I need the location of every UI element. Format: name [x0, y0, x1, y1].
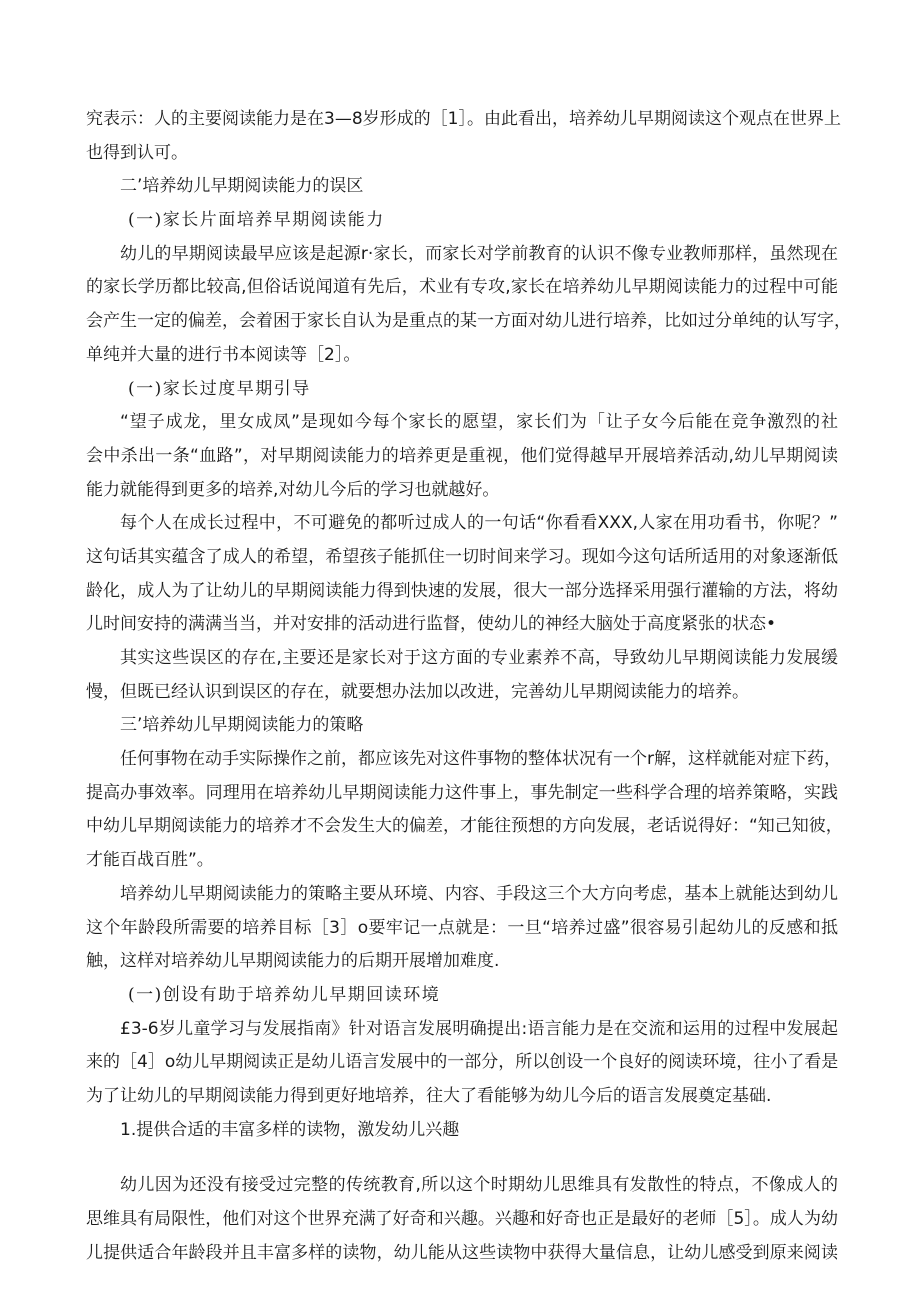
paragraph-line: 这句话其实蕴含了成人的希望，希望孩子能抓住一切时间来学习。现如今这句话所适用的对象逐渐低 — [86, 546, 838, 567]
paragraph-line: 究表示：人的主要阅读能力是在3—8岁形成的［1］。由此看出，培养幼儿早期阅读这个观点在世界上 — [86, 109, 841, 129]
paragraph-line: 也得到认可。 — [86, 142, 188, 163]
document-body — [86, 103, 851, 1270]
list-item-heading: 1.提供合适的丰富多样的读物，激发幼儿兴趣 — [120, 1119, 460, 1140]
paragraph-line: “望子成龙，里女成凤”是现如今每个家长的愿望，家长们为「让子女今后能在竞争激烈的社 — [120, 412, 838, 433]
paragraph-line: 会中杀出一条“血路”，对早期阅读能力的培养更是重视，他们觉得越早开展培养活动,幼儿早期阅读 — [86, 445, 838, 466]
paragraph-line: 幼儿的早期阅读最早应该是起源r·家长，而家长对学前教育的认识不像专业教师那样，虽然现在 — [120, 243, 838, 264]
paragraph-line: 任何事物在动手实际操作之前，都应该先对这件事物的整体状况有一个r解，这样就能对症下药， — [120, 749, 841, 770]
paragraph-line: £3-6岁儿童学习与发展指南》针对语言发展明确提出:语言能力是在交流和运用的过程中发展起 — [120, 1018, 838, 1039]
paragraph-line: 中幼儿早期阅读能力的培养才不会发生大的偏差，才能往预想的方向发展，老话说得好：“知己知彼， — [86, 816, 843, 837]
paragraph-line: 会产生一定的偏差，会着困于家长自认为是重点的某一方面对幼儿进行培养，比如过分单纯的认写字， — [86, 311, 851, 332]
subsection-heading: (一)家长过度早期引导 — [128, 378, 311, 399]
paragraph-line: 培养幼儿早期阅读能力的策略主要从环境、内容、手段这三个大方向考虑，基本上就能达到幼儿 — [120, 883, 838, 904]
paragraph-line: 触，这样对培养幼儿早期阅读能力的后期开展增加难度. — [86, 951, 500, 972]
paragraph-line: 来的［4］o幼儿早期阅读正是幼儿语言发展中的一部分，所以创设一个良好的阅读环境，往小了看是 — [86, 1052, 839, 1073]
paragraph-line: 儿时间安持的满满当当，并对安排的活动进行监督，使幼儿的神经大脑处于高度紧张的状态• — [86, 614, 777, 635]
paragraph-line: 每个人在成长过程中，不可避免的都听过成人的一句话“你看看XXX,人家在用功看书，你呢？” — [120, 513, 838, 534]
subsection-heading: (一)创设有助于培养幼儿早期回读环境 — [128, 984, 441, 1005]
paragraph-line: 才能百战百胜”。 — [86, 850, 214, 871]
paragraph-line: 的家长学历都比较高,但俗话说闻道有先后，术业有专攻,家长在培养幼儿早期阅读能力的过程中可能 — [86, 277, 838, 298]
paragraph-line: 幼儿因为还没有接受过完整的传统教育,所以这个时期幼儿思维具有发散性的特点，不像成人的 — [120, 1175, 838, 1196]
paragraph-gap — [86, 1147, 838, 1169]
section-heading: 三’培养幼儿早期阅读能力的策略 — [120, 715, 364, 736]
paragraph-line: 慢，但既已经认识到误区的存在，就要想办法加以改进，完善幼儿早期阅读能力的培养。 — [86, 681, 749, 702]
paragraph-line: 这个年龄段所需要的培养目标［3］o要牢记一点就是：一旦“培养过盛”很容易引起幼儿的反感和抵 — [86, 917, 838, 938]
paragraph-line: 思维具有局限性，他们对这个世界充满了好奇和兴趣。兴趣和好奇也正是最好的老师［5］。成人为幼 — [86, 1209, 838, 1229]
section-heading: 二’培养幼儿早期阅读能力的误区 — [120, 176, 364, 197]
subsection-heading: (一)家长片面培养早期阅读能力 — [128, 210, 385, 231]
paragraph-line: 提高办事效率。同理用在培养幼儿早期阅读能力这件事上，事先制定一些科学合理的培养策略，实践 — [86, 782, 838, 803]
paragraph-line: 其实这些误区的存在,主要还是家长对于这方面的专业素养不高，导致幼儿早期阅读能力发展缓 — [120, 648, 838, 668]
paragraph-line: 单纯并大量的进行书本阅读等［2］。 — [86, 344, 361, 365]
paragraph-line: 为了让幼儿的早期阅读能力得到更好地培养，往大了看能够为幼儿今后的语言发展奠定基础. — [86, 1085, 772, 1106]
paragraph-line: 儿提供适合年龄段并且丰富多样的读物，幼儿能从这些读物中获得大量信息，让幼儿感受到原来阅读 — [86, 1242, 838, 1263]
paragraph-line: 能力就能得到更多的培养,对幼儿今后的学习也就越好。 — [86, 479, 500, 500]
paragraph-line: 龄化，成人为了让幼儿的早期阅读能力得到快速的发展，很大一部分选择采用强行灌输的方法，将幼 — [86, 580, 838, 601]
